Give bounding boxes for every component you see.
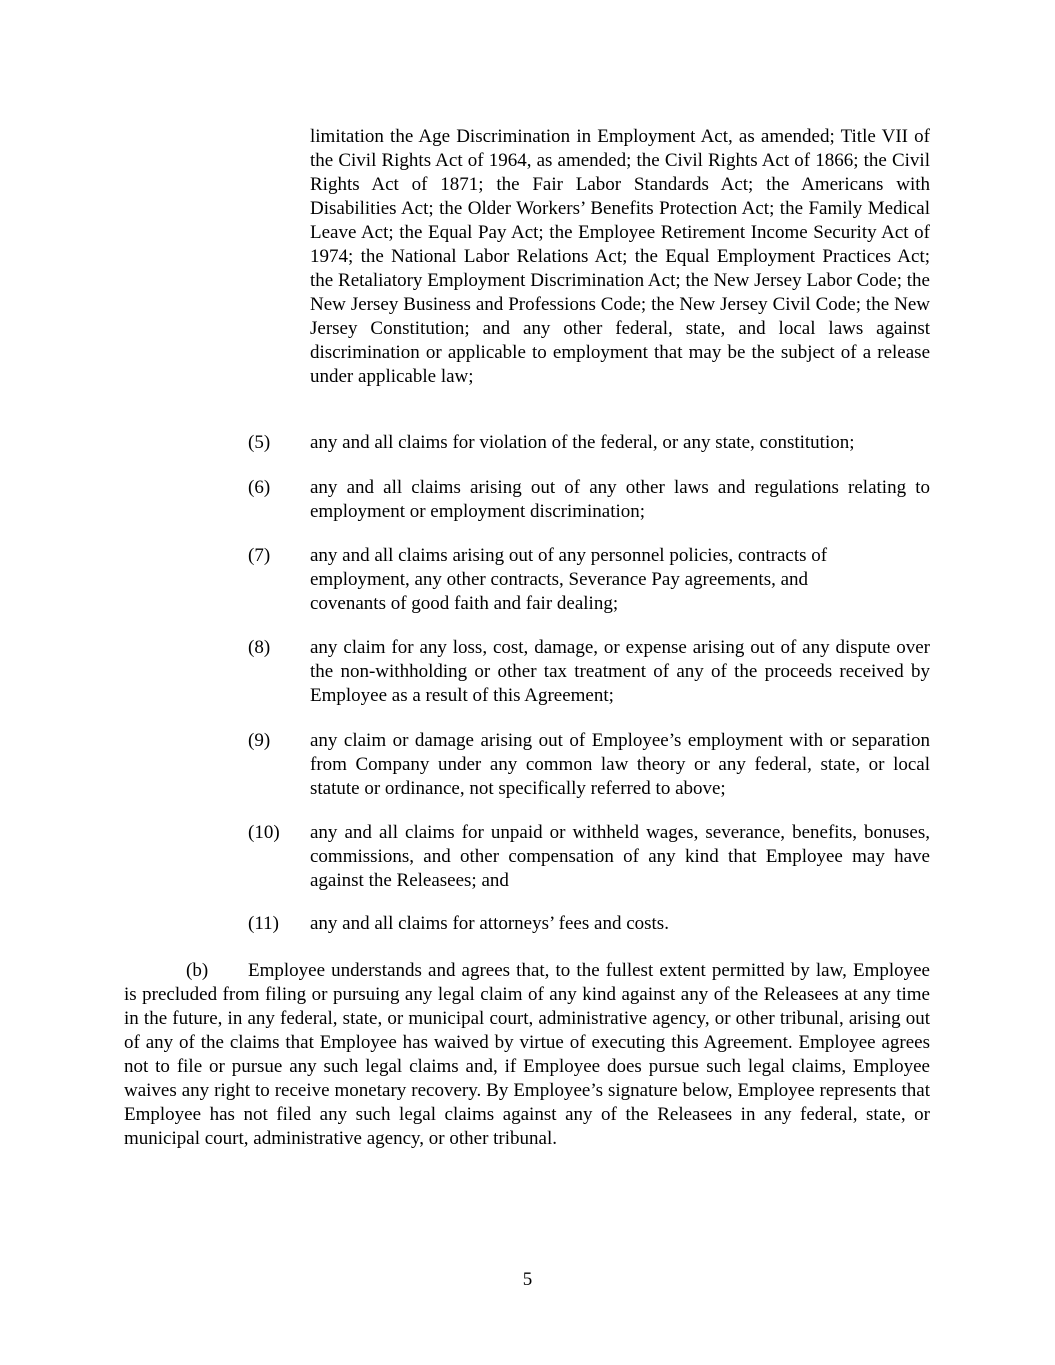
list-item-number: (6) xyxy=(248,477,271,498)
list-item-7 xyxy=(248,544,930,616)
list-item-text: any claim for any loss, cost, damage, or expense arising out of any dispute over the non-withholding or other tax treatment of any of the proceeds received by Employee as a result of this Agreement; xyxy=(310,637,930,706)
list-item-number: (5) xyxy=(248,432,271,453)
list-item-text: any and all claims for attorneys’ fees and costs. xyxy=(310,913,669,934)
list-item-10 xyxy=(248,821,930,893)
list-item-11 xyxy=(248,912,930,936)
list-item-8 xyxy=(248,636,930,708)
list-item-number: (8) xyxy=(248,637,271,658)
list-item-number: (9) xyxy=(248,730,271,751)
list-item-text: any and all claims for unpaid or withheld wages, severance, benefits, bonuses, commissions, and other compensation of any kind that Employee may have against the Releasees; and xyxy=(310,822,930,891)
paragraph-label: (b) xyxy=(186,960,209,981)
list-item-number: (7) xyxy=(248,545,271,566)
list-item-number: (10) xyxy=(248,822,280,843)
list-item-text: any claim or damage arising out of Employee’s employment with or separation from Company under any common law theory or any federal, state, or local statute or ordinance, not specifically referred to above; xyxy=(310,730,930,799)
list-item-text: any and all claims for violation of the federal, or any state, constitution; xyxy=(310,432,855,453)
page-number: 5 xyxy=(522,1269,533,1290)
list-item-text: any and all claims arising out of any personnel policies, contracts of employment, any other contracts, Severance Pay agreements, and covenants of good faith and fair dealing; xyxy=(310,545,828,614)
list-item-5 xyxy=(248,431,930,455)
list-item-6 xyxy=(248,476,930,524)
list-item-text: any and all claims arising out of any other laws and regulations relating to employment or employment discrimination; xyxy=(310,477,930,522)
list-item-number: (11) xyxy=(248,913,279,934)
paragraph-b xyxy=(124,959,930,1151)
paragraph-text: Employee understands and agrees that, to the fullest extent permitted by law, Employee is precluded from filing or pursuing any legal claim of any kind against any of the Releasees at any time in the future, in any federal, state, or municipal court, administrative agency, or other tribunal, arising out of any of the claims that Employee has waived by virtue of executing this Agreement. Employee agrees not to file or pursue any such legal claims and, if Employee does pursue such legal claims, Employee waives any right to receive monetary recovery. By Employee’s signature below, Employee represents that Employee has not filed any such legal claims against any of the Releasees in any federal, state, or municipal court, administrative agency, or other tribunal. xyxy=(124,960,930,1149)
list-item-9 xyxy=(248,729,930,801)
continued-item-text: limitation the Age Discrimination in Employment Act, as amended; Title VII of the Civil Rights Act of 1964, as amended; the Civil Rights Act of 1866; the Civil Rights Act of 1871; the Fair Labor Standards Act; the Americans with Disabilities Act; the Older Workers’ Benefits Protection Act; the Family Medical Leave Act; the Equal Pay Act; the Employee Retirement Income Security Act of 1974; the National Labor Relations Act; the Equal Employment Practices Act; the Retaliatory Employment Discrimination Act; the New Jersey Labor Code; the New Jersey Business and Professions Code; the New Jersey Civil Code; the New Jersey Constitution; and any other federal, state, and local laws against discrimination or applicable to employment that may be the subject of a release under applicable law; xyxy=(310,126,930,387)
